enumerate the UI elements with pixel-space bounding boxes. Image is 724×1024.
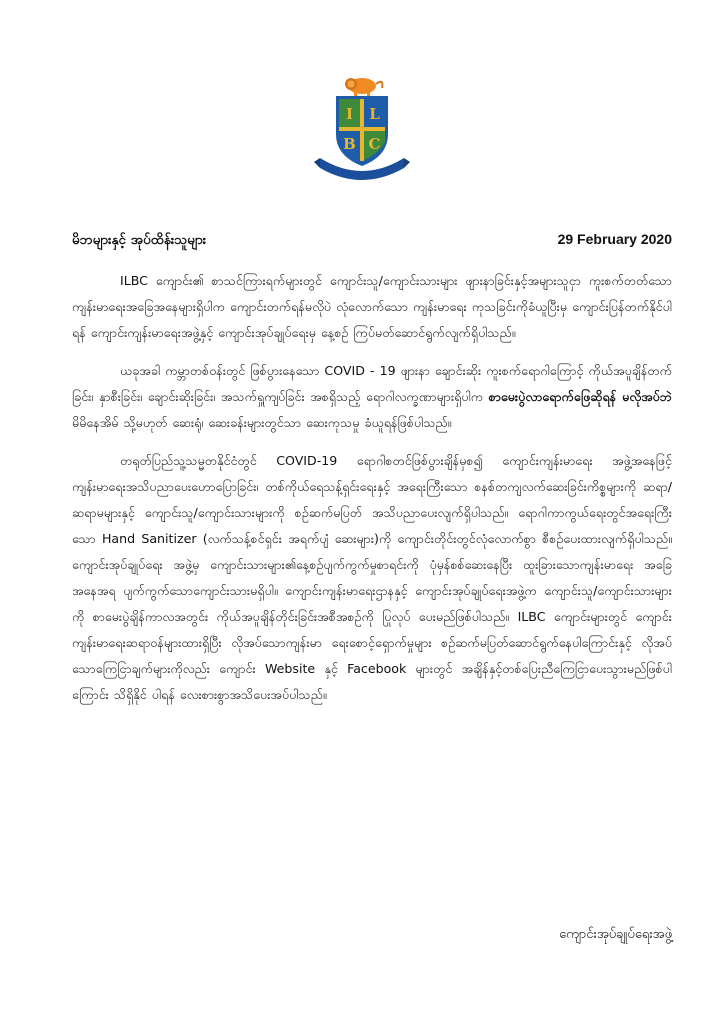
signature: ကျောင်းအုပ်ချုပ်ရေးအဖွဲ့ (559, 927, 672, 942)
letter-header (72, 231, 672, 255)
svg-text:C: C (368, 135, 381, 153)
paragraph-2-start: ယခုအခါ ကမ္ဘာတစ်ဝန်းတွင် ဖြစ်ပွားနေသော COVID - 19 ဖျားနာ ချောင်းဆိုး ကူးစက်ရောဂါကြောင့် ကိုယ်အပူချိန်တက်ခြင်း၊ နှာစီးခြင်း၊ ချောင်းဆိုးခြင်း၊ အသက်ရှူကျပ်ခြင်း အစရှိသည့် ရောဂါလက္ခဏာများရှိပါက (72, 363, 672, 404)
lion-icon (345, 78, 382, 98)
salutation: မိဘများနှင့် အုပ်ထိန်းသူများ (72, 232, 207, 248)
school-logo (314, 72, 410, 182)
svg-text:B: B (343, 135, 356, 153)
svg-text:I: I (345, 105, 354, 123)
paragraph-2-end: မိမိနေအိမ် သို့မဟုတ် ဆေးရုံ၊ ဆေးခန်းများတွင်သာ ဆေးကုသမှု ခံယူရန်ဖြစ်ပါသည်။ (72, 415, 452, 430)
letter-date: 29 February 2020 (557, 231, 672, 247)
svg-text:L: L (369, 105, 380, 123)
ilbc-school-crest-icon (314, 72, 410, 182)
paragraph-2 (72, 358, 672, 436)
paragraph-2-emphasis: စာမေးပွဲလာရောက်ဖြေဆိုရန် မလိုအပ်ဘဲ (488, 389, 672, 404)
letter-body (72, 268, 672, 720)
paragraph-3: တရုတ်ပြည်သူ့သမ္မတနိုင်ငံတွင် COVID-19 ရောဂါစတင်ဖြစ်ပွားချိန်မှစ၍ ကျောင်းကျန်းမာရေး အဖွဲ့အနေဖြင့် ကျန်းမာရေးအသိပညာပေးဟောပြောခြင်း၊ တစ်ကိုယ်ရေသန့်ရှင်းရေးနှင့် အရေးကြီးသော စနစ်တကျလက်ဆေးခြင်းကိစ္စများကို ဆရာ/ဆရာမများနှင့် ကျောင်းသူ/ကျောင်းသားများကို စဉ်ဆက်မပြတ် အသိပညာပေးလျက်ရှိပါသည်။ ရောဂါကာကွယ်ရေးတွင်အရေးကြီးသော Hand Sanitizer (လက်သန့်စင်ရှင်း အရက်ပျံ ဆေးများ)ကို ကျောင်းတိုင်းတွင်လုံလောက်စွာ စီစဉ်ပေးထားလျက်ရှိပါသည်။ ကျောင်းအုပ်ချုပ်ရေး အဖွဲ့မှ ကျောင်းသားများ၏နေ့စဉ်ပျက်ကွက်မှုစာရင်းကို ပုံမှန်စစ်ဆေးနေပြီး ထူးခြားသောကျန်းမာရေး အခြေ အနေအရ ပျက်ကွက်သောကျောင်းသားမရှိပါ။ ကျောင်းကျန်းမာရေးဌာနနှင့် ကျောင်းအုပ်ချုပ်ရေးအဖွဲ့က ကျောင်းသူ/ကျောင်းသားများကို စာမေးပွဲချိန်ကာလအတွင်း ကိုယ်အပူချိန်တိုင်းခြင်းအစီအစဉ်ကို ပြုလုပ် ပေးမည်ဖြစ်ပါသည်။ ILBC ကျောင်းများတွင် ကျောင်းကျန်းမာရေးဆရာဝန်များထားရှိပြီး လိုအပ်သောကျန်းမာ ရေးစောင့်ရှောက်မှုများ စဉ်ဆက်မပြတ်ဆောင်ရွက်နေပါကြောင်းနှင့် လိုအပ်သောကြေငြာချက်များကိုလည်း ကျောင်း Website နှင့် Facebook များတွင် အချိန်နှင့်တစ်ပြေးညီကြေငြာပေးသွားမည်ဖြစ်ပါကြောင်း သိရှိနိုင် ပါရန် လေးစားစွာအသိပေးအပ်ပါသည်။ (72, 453, 672, 702)
paragraph-1: ILBC ကျောင်း၏ စာသင်ကြားရက်များတွင် ကျောင်းသူ/ကျောင်းသားများ ဖျားနာခြင်းနှင့်အများသူငှာ ကူးစက်တတ်သော ကျန်းမာရေးအခြေအနေများရှိပါက ကျောင်းတက်ရန်မလိုပဲ လုံလောက်သော ကျန်းမာရေး ကုသခြင်းကိုခံယူပြီးမှ ကျောင်းပြန်တက်နိုင်ပါရန် ကျောင်းကျန်းမာရေးအဖွဲ့နှင့် ကျောင်းအုပ်ချုပ်ရေးမှ နေ့စဉ် ကြပ်မတ်ဆောင်ရွက်လျက်ရှိပါသည်။ (72, 273, 672, 340)
